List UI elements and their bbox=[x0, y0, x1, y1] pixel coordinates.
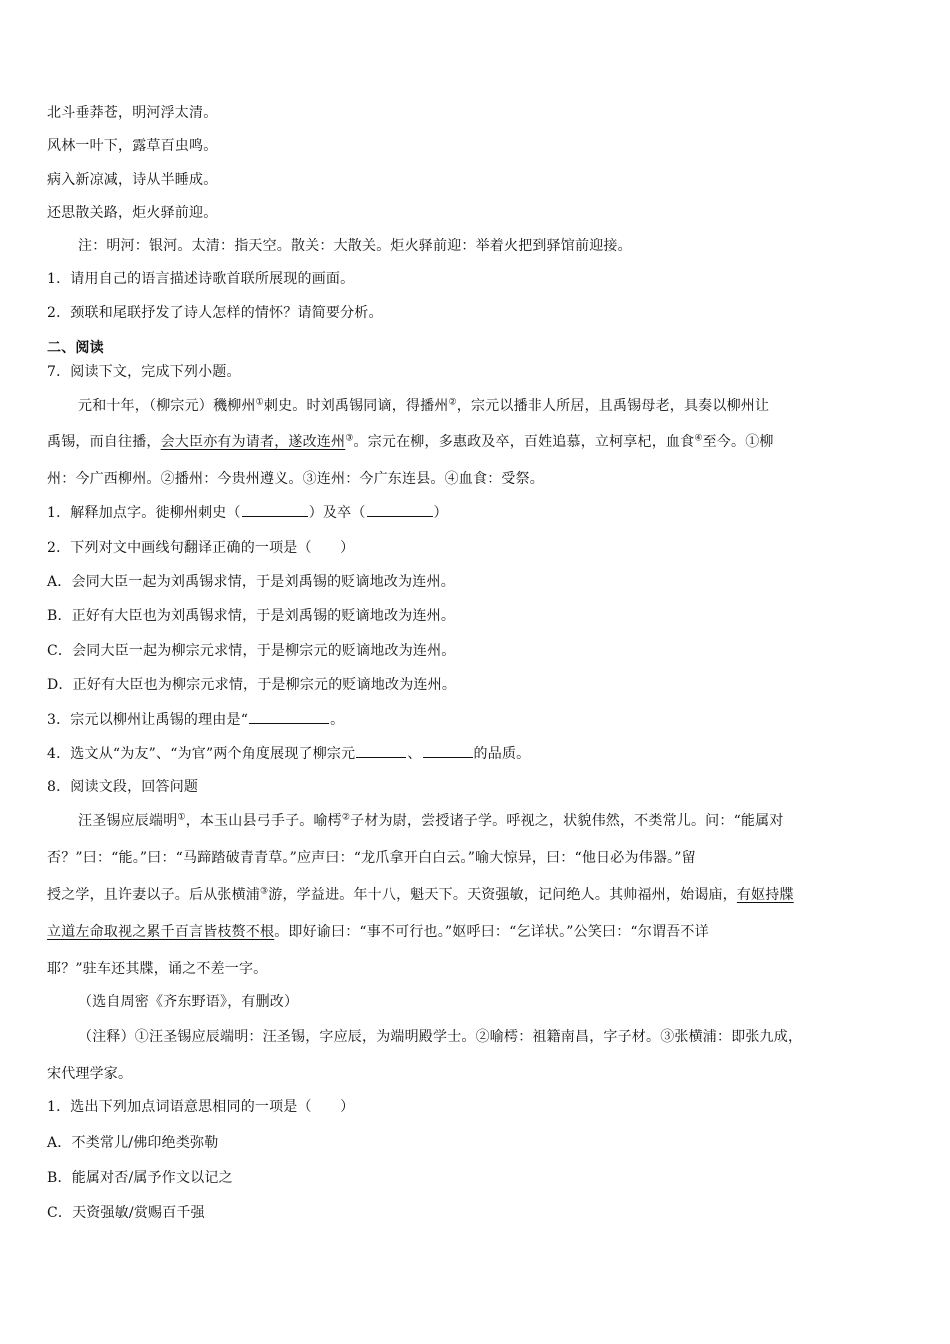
text-run: 3．宗元以柳州让禹锡的理由是“ bbox=[47, 712, 249, 728]
q8-option-a: A．不类常儿/佛印绝类弥勒 bbox=[47, 1135, 219, 1151]
footnote-marker: ② bbox=[448, 397, 457, 408]
poem-note: 注：明河：银河。太清：指天空。散关：大散关。炬火驿前迎：举着火把到驿馆前迎接。 bbox=[78, 238, 632, 254]
footnote-marker: ③ bbox=[260, 886, 269, 897]
text-run: 的品质。 bbox=[473, 746, 531, 762]
q8-passage-line-4 bbox=[47, 922, 909, 942]
q8-subquestion-1: 1．选出下列加点词语意思相同的一项是（ ） bbox=[47, 1099, 355, 1115]
q7-subquestion-3 bbox=[47, 709, 909, 730]
q7-passage-line-1 bbox=[78, 396, 940, 416]
q8-passage-line-5: 耶？”驻车还其牒，诵之不差一字。 bbox=[47, 961, 268, 977]
text-run: 。即好谕曰：“事不可行也。”妪呼曰：“乞详状。”公笑曰：“尔谓吾不详 bbox=[274, 924, 709, 940]
q8-option-c: C．天资强敏/赏赐百千强 bbox=[47, 1205, 205, 1221]
q7-title: 7．阅读下文，完成下列小题。 bbox=[47, 364, 241, 380]
poem-line-2: 风林一叶下，露草百虫鸣。 bbox=[47, 138, 218, 154]
text-run: 禹锡，而自往播， bbox=[47, 434, 161, 450]
q7-passage-line-3: 州：今广西柳州。②播州：今贵州遵义。③连州：今广东连县。④血食：受祭。 bbox=[47, 471, 544, 487]
answer-blank[interactable] bbox=[356, 743, 406, 758]
answer-blank[interactable] bbox=[249, 709, 329, 724]
text-run: ，宗元以播非人所居，且禹锡母老，具奏以柳州让 bbox=[456, 398, 770, 414]
q7-subquestion-1 bbox=[47, 502, 909, 523]
q8-title: 8．阅读文段，回答问题 bbox=[47, 779, 199, 795]
footnote-marker: ② bbox=[341, 812, 351, 823]
q7-passage-line-2 bbox=[47, 432, 909, 452]
text-run: 汪圣锡应辰端明 bbox=[78, 813, 178, 829]
footnote-marker: ① bbox=[177, 812, 186, 823]
answer-blank[interactable] bbox=[367, 502, 433, 517]
answer-blank[interactable] bbox=[423, 743, 473, 758]
q7-option-a: A．会同大臣一起为刘禹锡求情，于是刘禹锡的贬谪地改为连州。 bbox=[47, 574, 455, 590]
q8-note-line-2: 宋代理学家。 bbox=[47, 1066, 133, 1082]
q8-note-line-1: （注释）①汪圣锡应辰端明：汪圣锡，字应辰，为端明殿学士。②喻樗：祖籍南昌，字子材。③张横浦：即张九成， bbox=[78, 1029, 803, 1045]
underlined-sentence: 会大臣亦有为请者，遂改连州 bbox=[160, 434, 346, 450]
underlined-sentence: 有妪持牒 bbox=[736, 887, 794, 903]
text-run: 游，学益进。年十八，魁天下。天资强敏，记问绝人。其帅福州，始谒庙， bbox=[268, 887, 737, 903]
text-run: ） bbox=[433, 505, 448, 521]
text-run: 元和十年，（柳宗元）穖柳州 bbox=[78, 398, 256, 414]
text-run: 至今。①柳 bbox=[702, 434, 774, 450]
footnote-marker: ③ bbox=[345, 433, 354, 444]
poem-line-1: 北斗垂莽苍，明河浮太清。 bbox=[47, 105, 218, 121]
q8-option-b: B．能属对否/属予作文以记之 bbox=[47, 1170, 233, 1186]
text-run: 、 bbox=[407, 746, 422, 762]
text-run: ）及卒（ bbox=[308, 505, 366, 521]
q7-subquestion-2: 2．下列对文中画线句翻译正确的一项是（ ） bbox=[47, 540, 355, 556]
text-run: 授之学，且许妻以子。后从张横浦 bbox=[47, 887, 260, 903]
q7-option-d: D．正好有大臣也为柳宗元求情，于是柳宗元的贬谪地改为连州。 bbox=[47, 677, 457, 693]
text-run: 刺史。时刘禹锡同谪，得播州 bbox=[263, 398, 449, 414]
text-run: 。宗元在柳，多惠政及卒，百姓追慕，立柯享杞，血食 bbox=[353, 434, 695, 450]
text-run: 1．解释加点字。徙柳州刺史（ bbox=[47, 505, 241, 521]
q8-source: （选自周密《齐东野语》，有删改） bbox=[78, 994, 299, 1010]
answer-blank[interactable] bbox=[242, 502, 308, 517]
q7-option-c: C．会同大臣一起为柳宗元求情，于是柳宗元的贬谪地改为连州。 bbox=[47, 643, 456, 659]
q7-subquestion-4 bbox=[47, 743, 909, 764]
text-run: ，本玉山县弓手子。喻樗 bbox=[185, 813, 342, 829]
section-heading: 二、阅读 bbox=[47, 340, 104, 356]
poem-line-4: 还思散关路，炬火驿前迎。 bbox=[47, 205, 218, 221]
text-run: 4．选文从“为友”、“为官”两个角度展现了柳宗元 bbox=[47, 746, 356, 762]
poem-question-1: 1．请用自己的语言描述诗歌首联所展现的画面。 bbox=[47, 271, 355, 287]
footnote-marker: ④ bbox=[694, 433, 703, 444]
text-run: 子材为尉，尝授诸子学。呼视之，状貌伟然，不类常儿。问：“能属对 bbox=[350, 813, 784, 829]
q7-option-b: B．正好有大臣也为刘禹锡求情，于是刘禹锡的贬谪地改为连州。 bbox=[47, 608, 456, 624]
underlined-sentence: 立道左命取视之累千百言皆枝赘不根 bbox=[47, 924, 275, 940]
poem-line-3: 病入新凉减，诗从半睡成。 bbox=[47, 172, 218, 188]
q8-passage-line-1 bbox=[78, 811, 940, 831]
footnote-marker: ① bbox=[255, 397, 264, 408]
poem-question-2: 2．颈联和尾联抒发了诗人怎样的情怀？请简要分析。 bbox=[47, 305, 383, 321]
text-run: 。 bbox=[330, 712, 345, 728]
q8-passage-line-3 bbox=[47, 885, 909, 905]
q8-passage-line-2: 否？”曰：“能。”曰：“马蹄踏破青青草。”应声曰：“龙爪拿开白白云。”喻大惊异，曰：“他日必为伟器。”留 bbox=[47, 850, 696, 866]
